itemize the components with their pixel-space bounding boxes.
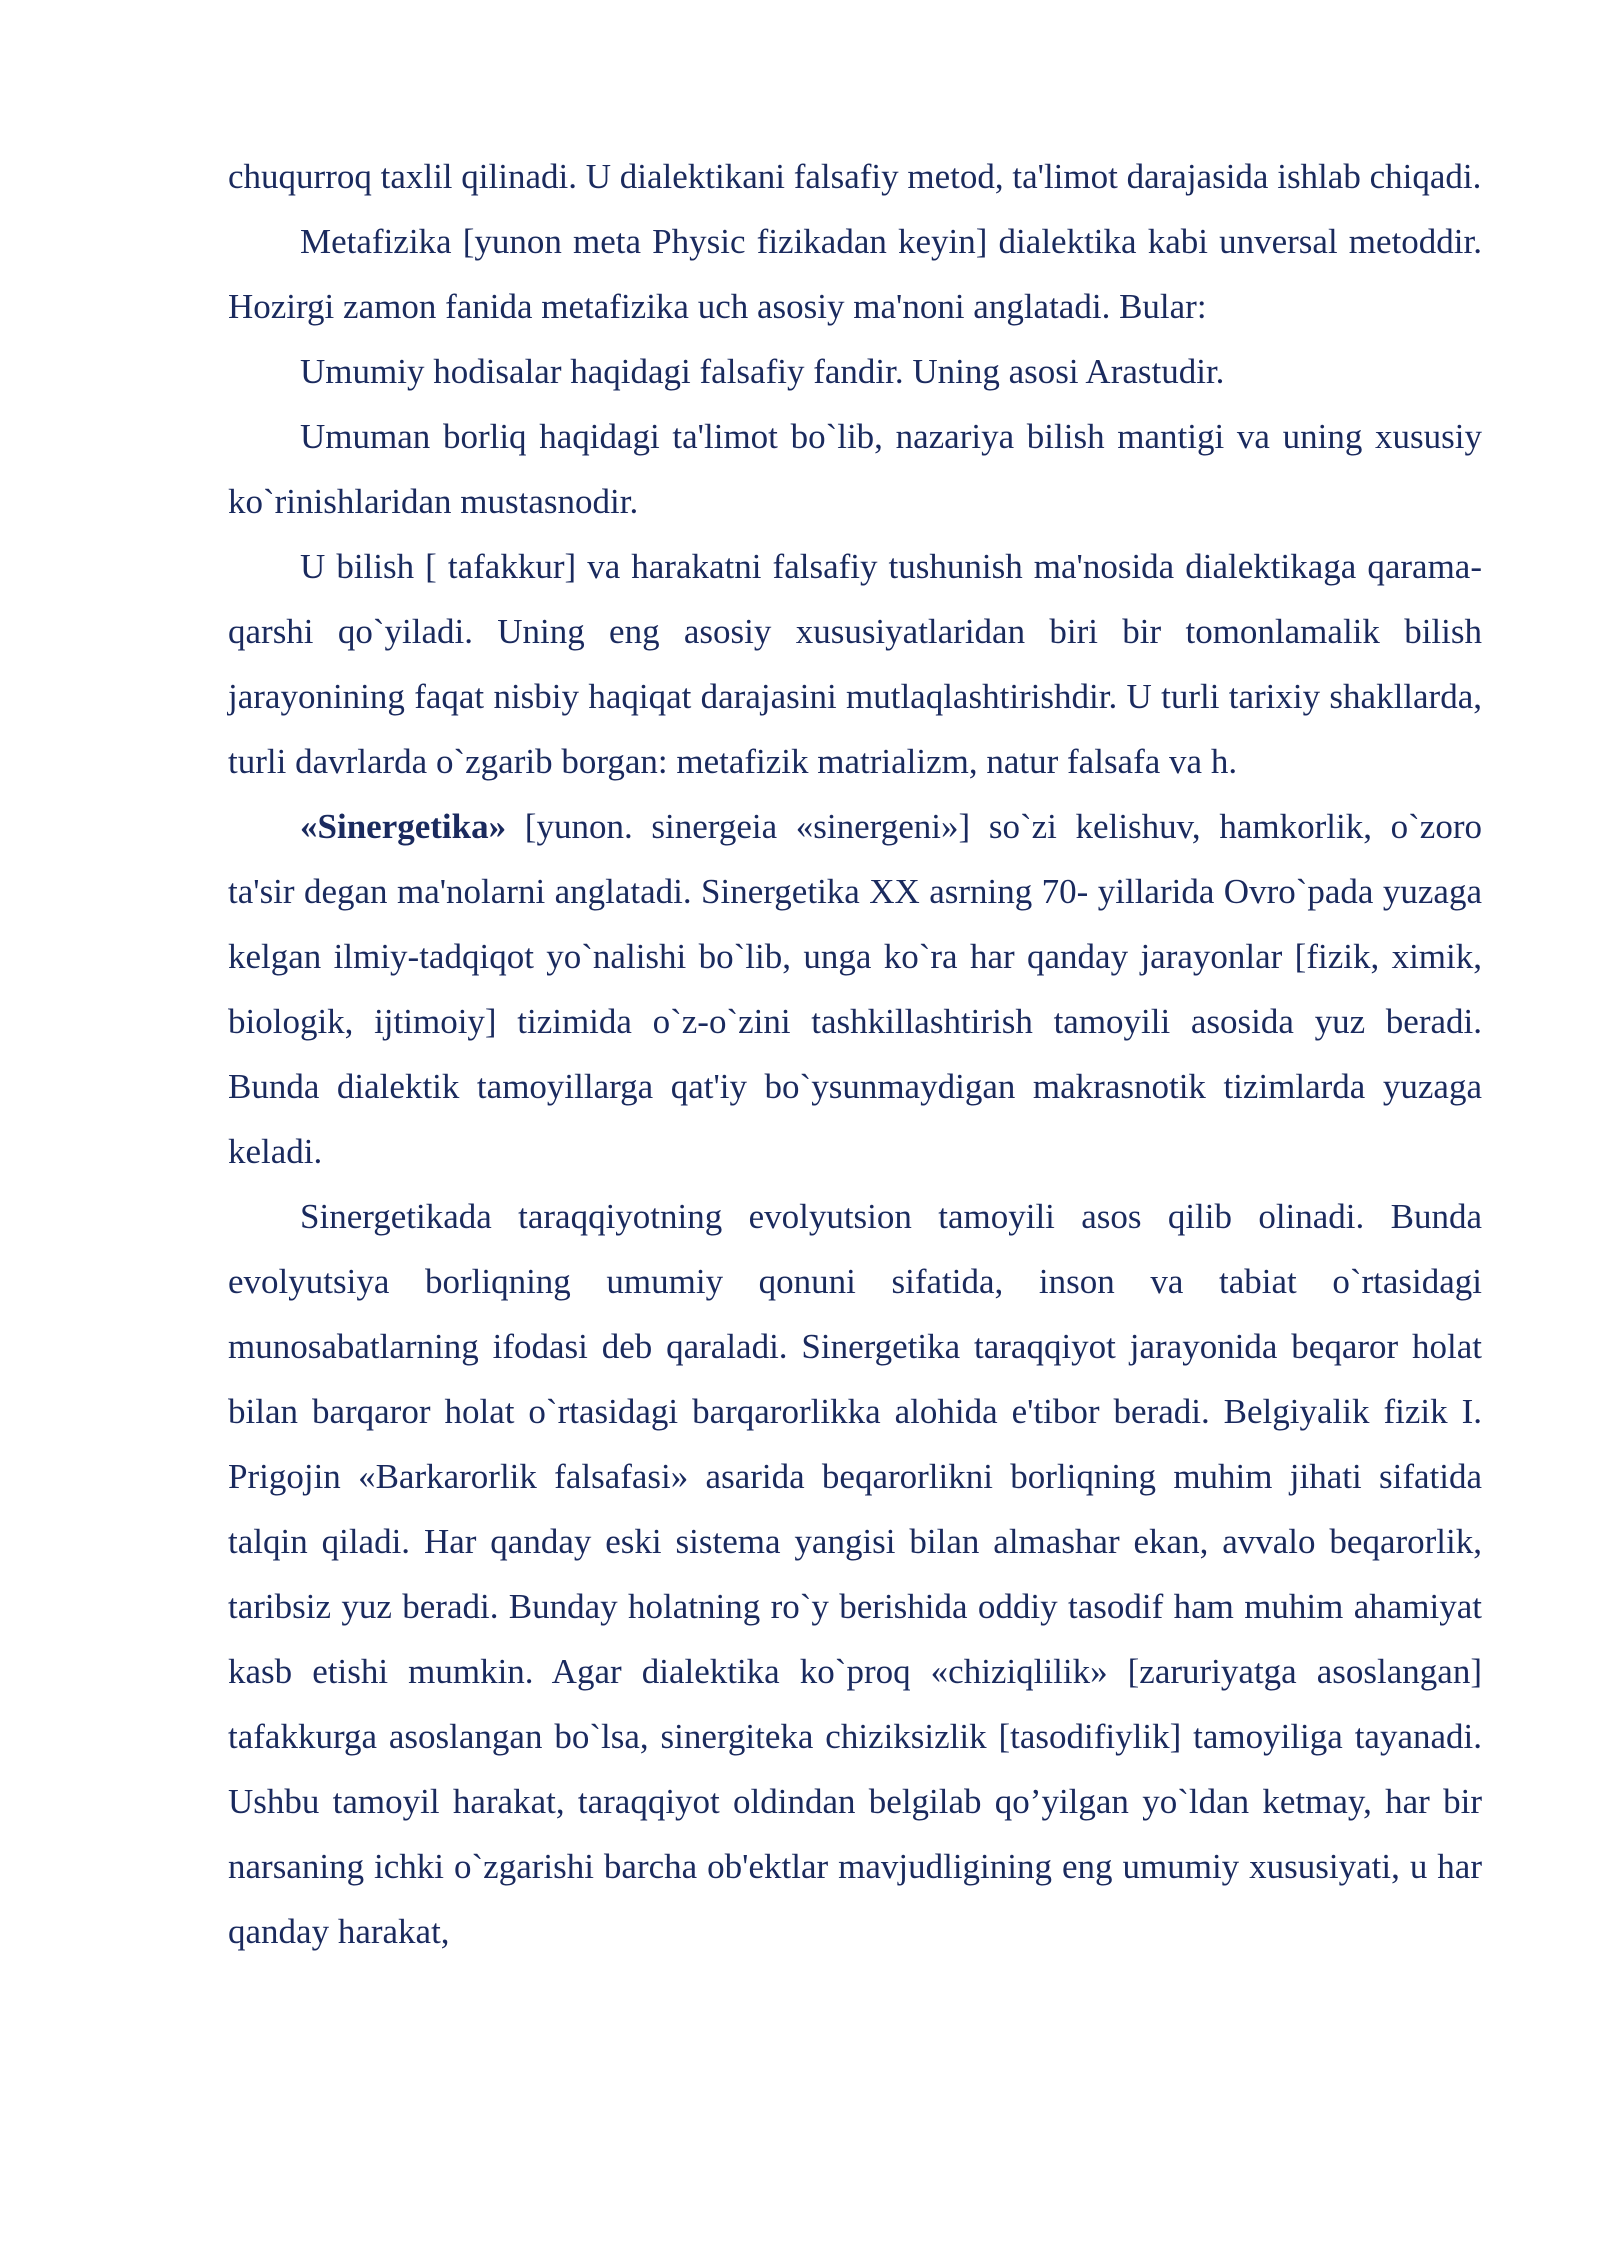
paragraph-sinergetika [228, 794, 1482, 1184]
paragraph-evolyutsion-tamoyil [228, 1184, 1482, 1964]
paragraph-bilish-tafakkur [228, 534, 1482, 794]
paragraph-text: Sinergetikada taraqqiyotning evolyutsion tamoyili asos qilib olinadi. Bunda evolyutsiya borliqning umumiy qonuni sifatida, inson va tabiat o`rtasidagi munosabatlarning ifodasi deb qaraladi. Sinergetika taraqqiyot jarayonida beqaror holat bilan barqaror holat o`rtasidagi barqarorlikka alohida e'tibor beradi. Belgiyalik fizik I. Prigojin «Barkarorlik falsafasi» asarida beqarorlikni borliqning muhim jihati sifatida talqin qiladi. Har qanday eski sistema yangisi bilan almashar ekan, avvalo beqarorlik, taribsiz yuz beradi. Bunday holatning ro`y berishida oddiy tasodif ham muhim ahamiyat kasb etishi mumkin. Agar dialektika ko`proq «chiziqlilik» [zaruriyatga asoslangan] tafakkurga asoslangan bo`lsa, sinergiteka chiziksizlik [tasodifiylik] tamoyiliga tayanadi. Ushbu tamoyil harakat, taraqqiyot oldindan belgilab qo’yilgan yo`ldan ketmay, har bir narsaning ichki o`zgarishi barcha ob'ektlar mavjudligining eng umumiy xususiyati, u har qanday harakat, [228, 1197, 1482, 1951]
paragraph-dialektika-continuation [228, 144, 1482, 209]
paragraph-text: U bilish [ tafakkur] va harakatni falsafiy tushunish ma'nosida dialektikaga qarama-qarshi qo`yiladi. Uning eng asosiy xususiyatlaridan biri bir tomonlamalik bilish jarayonining faqat nisbiy haqiqat darajasini mutlaqlashtirishdir. U turli tarixiy shakllarda, turli davrlarda o`zgarib borgan: metafizik matrializm, natur falsafa va h. [228, 547, 1482, 781]
paragraph-text: [yunon. sinergeia «sinergeni»] so`zi kelishuv, hamkorlik, o`zoro ta'sir degan ma'nolarni anglatadi. Sinergetika XX asrning 70- yillarida Ovro`pada yuzaga kelgan ilmiy-tadqiqot yo`nalishi bo`lib, unga ko`ra har qanday jarayonlar [fizik, ximik, biologik, ijtimoiy] tizimida o`z-o`zini tashkillashtirish tamoyili asosida yuz beradi. Bunda dialektik tamoyillarga qat'iy bo`ysunmaydigan makrasnotik tizimlarda yuzaga keladi. [228, 807, 1482, 1171]
paragraph-text: Umuman borliq haqidagi ta'limot bo`lib, nazariya bilish mantigi va uning xususiy ko`rinishlaridan mustasnodir. [228, 417, 1482, 521]
paragraph-umumiy-hodisalar [228, 339, 1482, 404]
document-page [228, 144, 1482, 1964]
paragraph-text: chuqurroq taxlil qilinadi. U dialektikani falsafiy metod, ta'limot darajasida ishlab chiqadi. [228, 157, 1482, 196]
sinergetika-term: «Sinergetika» [300, 807, 507, 846]
paragraph-metafizika [228, 209, 1482, 339]
paragraph-text: Umumiy hodisalar haqidagi falsafiy fandir. Uning asosi Arastudir. [300, 352, 1225, 391]
paragraph-text: Metafizika [yunon meta Physic fizikadan keyin] dialektika kabi unversal metoddir. Hozirgi zamon fanida metafizika uch asosiy ma'noni anglatadi. Bular: [228, 222, 1482, 326]
paragraph-umuman-borliq [228, 404, 1482, 534]
